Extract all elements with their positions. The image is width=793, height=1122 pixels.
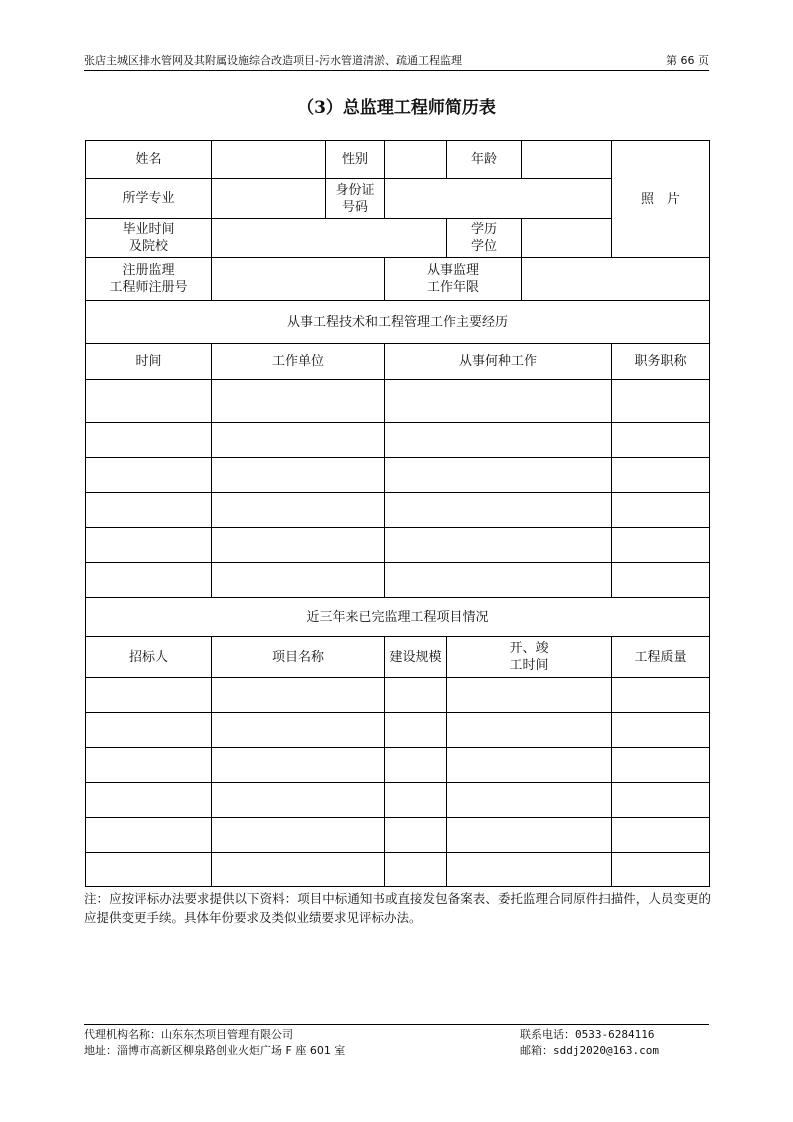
projects-cell[interactable]: [612, 748, 710, 783]
experience-header-time: 时间: [86, 344, 212, 380]
projects-cell[interactable]: [385, 853, 447, 887]
experience-cell[interactable]: [86, 423, 212, 458]
major-value[interactable]: [212, 179, 326, 219]
resume-table: [85, 140, 710, 887]
projects-header-quality: 工程质量: [612, 637, 710, 678]
table-row: [86, 678, 710, 713]
experience-header-title: 职务职称: [612, 344, 710, 380]
experience-cell[interactable]: [612, 380, 710, 423]
note-text: 注：应按评标办法要求提供以下资料：项目中标通知书或直接发包备案表、委托监理合同原件扫描件，人员变更的应提供变更手续。具体年份要求及类似业绩要求见评标办法。: [84, 891, 711, 925]
projects-cell[interactable]: [612, 783, 710, 818]
projects-cell[interactable]: [385, 783, 447, 818]
experience-cell[interactable]: [385, 423, 612, 458]
projects-cell[interactable]: [86, 748, 212, 783]
projects-cell[interactable]: [86, 678, 212, 713]
gender-label: 性别: [326, 141, 385, 179]
experience-cell[interactable]: [212, 423, 385, 458]
experience-cell[interactable]: [86, 458, 212, 493]
table-row: [86, 528, 710, 563]
projects-cell[interactable]: [385, 678, 447, 713]
experience-cell[interactable]: [385, 493, 612, 528]
work-years-value[interactable]: [522, 258, 710, 301]
experience-cell[interactable]: [86, 380, 212, 423]
projects-cell[interactable]: [212, 853, 385, 887]
name-value[interactable]: [212, 141, 326, 179]
row-basic-info-1: [86, 141, 710, 179]
projects-header-tenderer: 招标人: [86, 637, 212, 678]
experience-rows: [86, 380, 710, 598]
table-row: [86, 458, 710, 493]
experience-header-work: 从事何种工作: [385, 344, 612, 380]
photo-cell: 照 片: [612, 141, 710, 258]
experience-cell[interactable]: [612, 528, 710, 563]
experience-cell[interactable]: [385, 458, 612, 493]
projects-cell[interactable]: [447, 853, 612, 887]
table-row: [86, 853, 710, 887]
projects-cell[interactable]: [612, 713, 710, 748]
projects-cell[interactable]: [447, 783, 612, 818]
gender-value[interactable]: [385, 141, 447, 179]
projects-cell[interactable]: [385, 748, 447, 783]
experience-cell[interactable]: [385, 528, 612, 563]
experience-cell[interactable]: [612, 458, 710, 493]
header-project-title: 张店主城区排水管网及其附属设施综合改造项目-污水管道清淤、疏通工程监理: [84, 54, 462, 67]
projects-cell[interactable]: [447, 818, 612, 853]
graduation-value[interactable]: [212, 219, 447, 258]
table-row: [86, 563, 710, 598]
table-row: [86, 423, 710, 458]
experience-cell[interactable]: [86, 528, 212, 563]
experience-section-title: 从事工程技术和工程管理工作主要经历: [86, 301, 710, 344]
experience-cell[interactable]: [212, 493, 385, 528]
projects-cell[interactable]: [385, 818, 447, 853]
projects-section-title: 近三年来已完监理工程项目情况: [86, 598, 710, 637]
projects-cell[interactable]: [212, 678, 385, 713]
table-row: [86, 783, 710, 818]
projects-header-scale: 建设规模: [385, 637, 447, 678]
id-value[interactable]: [385, 179, 612, 219]
projects-cell[interactable]: [447, 713, 612, 748]
header-page-number: 第 66 页: [666, 54, 709, 67]
age-value[interactable]: [522, 141, 612, 179]
projects-cell[interactable]: [212, 748, 385, 783]
projects-cell[interactable]: [212, 783, 385, 818]
experience-cell[interactable]: [86, 493, 212, 528]
projects-header-dates: 开、竣 工时间: [447, 637, 612, 678]
page-title: （3）总监理工程师简历表: [297, 98, 496, 118]
projects-cell[interactable]: [86, 783, 212, 818]
table-row: [86, 818, 710, 853]
footer-phone: 联系电话：0533-6284116: [520, 1028, 655, 1041]
table-row: [86, 380, 710, 423]
page-header: [84, 52, 709, 71]
registration-value[interactable]: [212, 258, 385, 301]
degree-value[interactable]: [522, 219, 612, 258]
experience-cell[interactable]: [212, 380, 385, 423]
experience-cell[interactable]: [612, 423, 710, 458]
projects-cell[interactable]: [86, 818, 212, 853]
projects-cell[interactable]: [612, 853, 710, 887]
experience-header-row: [86, 344, 710, 380]
projects-cell[interactable]: [447, 748, 612, 783]
projects-section-row: [86, 598, 710, 637]
projects-cell[interactable]: [447, 678, 612, 713]
projects-cell[interactable]: [385, 713, 447, 748]
footer-address: 地址：淄博市高新区柳泉路创业火炬广场 F 座 601 室: [84, 1044, 346, 1057]
work-years-label: 从事监理 工作年限: [385, 258, 522, 301]
footer-email: 邮箱：sddj2020@163.com: [520, 1044, 659, 1057]
projects-cell[interactable]: [212, 818, 385, 853]
experience-cell[interactable]: [212, 528, 385, 563]
experience-cell[interactable]: [612, 563, 710, 598]
experience-header-employer: 工作单位: [212, 344, 385, 380]
projects-cell[interactable]: [86, 713, 212, 748]
age-label: 年龄: [447, 141, 522, 179]
table-row: [86, 748, 710, 783]
project-rows: [86, 678, 710, 887]
table-row: [86, 713, 710, 748]
graduation-label: 毕业时间 及院校: [86, 219, 212, 258]
experience-cell[interactable]: [385, 563, 612, 598]
name-label: 姓名: [86, 141, 212, 179]
row-registration: [86, 258, 710, 301]
projects-cell[interactable]: [612, 818, 710, 853]
experience-cell[interactable]: [385, 380, 612, 423]
id-label: 身份证 号码: [326, 179, 385, 219]
projects-cell[interactable]: [612, 678, 710, 713]
experience-section-row: [86, 301, 710, 344]
table-row: [86, 493, 710, 528]
projects-header-row: [86, 637, 710, 678]
experience-cell[interactable]: [212, 563, 385, 598]
projects-cell[interactable]: [212, 713, 385, 748]
projects-header-name: 项目名称: [212, 637, 385, 678]
projects-cell[interactable]: [86, 853, 212, 887]
registration-label: 注册监理 工程师注册号: [86, 258, 212, 301]
major-label: 所学专业: [86, 179, 212, 219]
experience-cell[interactable]: [612, 493, 710, 528]
experience-cell[interactable]: [86, 563, 212, 598]
page-footer: [84, 1024, 709, 1059]
experience-cell[interactable]: [212, 458, 385, 493]
degree-label: 学历 学位: [447, 219, 522, 258]
footer-agency: 代理机构名称：山东东杰项目管理有限公司: [84, 1028, 293, 1041]
